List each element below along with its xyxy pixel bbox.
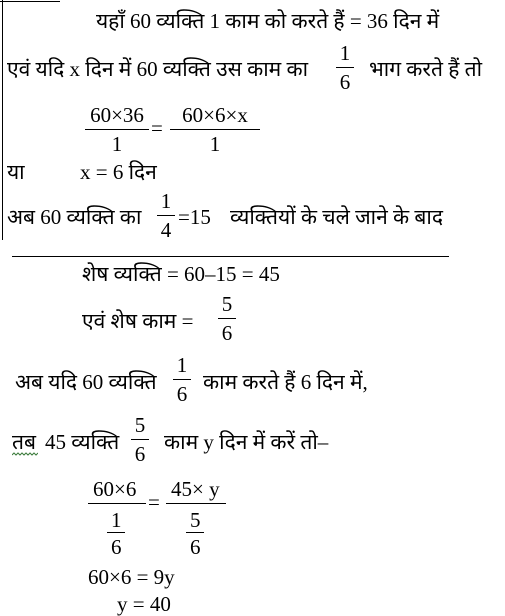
fraction-five-sixth-1 [218,294,236,344]
top-border [0,1,60,2]
line-ab-before: अब 60 व्यक्ति का [7,205,142,229]
line-tab-before: 45 व्यक्ति [45,430,120,454]
box-left-border [2,0,3,240]
fraction-bar [85,129,149,130]
equation-2-right-main-bar [166,503,226,504]
statement-line-1: यहाँ 60 व्यक्ति 1 काम को करते हैं = 36 दिन में [96,9,440,33]
fraction-bar [218,318,236,319]
fraction-denominator: 6 [176,382,188,406]
fraction-bar [131,439,149,440]
remaining-work-label: एवं शेष काम = [82,309,194,333]
equation-1-left-numerator: 60×36 [90,103,144,127]
equation-2-left-inner-num: 1 [111,508,122,532]
fraction-denominator: 4 [160,218,172,242]
equation-2-right-inner-bar [186,532,204,533]
fraction-bar [170,129,260,130]
equation-2-right-inner-den: 6 [190,535,201,559]
fraction-numerator: 1 [339,41,351,65]
line-ab-after: व्यक्तियों के चले जाने के बाद [230,205,443,229]
section-divider [12,256,449,257]
equation-2-right-top: 45× y [171,477,220,501]
fraction-numerator: 5 [221,292,233,316]
statement-line-2-before: एवं यदि x दिन में 60 व्यक्ति उस काम का [7,57,309,81]
fraction-denominator: 6 [339,70,351,94]
ya-label: या [7,160,25,184]
line-tab-after: काम y दिन में करें तो– [164,430,329,454]
equation-1-left-fraction [85,105,149,155]
fraction-bar [157,215,175,216]
spellcheck-underline [12,452,38,457]
equation-1-right-fraction [170,105,260,155]
fraction-bar [173,379,191,380]
remaining-persons: शेष व्यक्ति = 60–15 = 45 [82,262,280,286]
fraction-one-fourth [157,191,175,241]
equation-2-left-inner-bar [107,532,125,533]
ya-expression: x = 6 दिन [80,160,157,184]
statement-line-2-after: भाग करते हैं तो [369,57,483,81]
line-tab-word: तब [12,430,36,454]
equation-1-right-numerator: 60×6×x [182,103,248,127]
equation-1-left-denominator: 1 [111,132,123,156]
equation-2-left-main-bar [88,503,146,504]
equation-3: 60×6 = 9y [88,565,175,589]
fraction-denominator: 6 [221,321,233,345]
line-ab2-after: काम करते हैं 6 दिन में, [203,370,368,394]
equation-1-right-denominator: 1 [209,132,221,156]
equation-1-equals: = [151,116,163,140]
fraction-numerator: 1 [160,189,172,213]
equation-2-right-inner-num: 5 [190,508,201,532]
fraction-numerator: 1 [176,353,188,377]
fraction-five-sixth-2 [131,415,149,465]
fraction-bar [336,67,354,68]
equation-2-left-inner-den: 6 [111,535,122,559]
fraction-denominator: 6 [134,442,146,466]
fraction-one-sixth-2 [173,355,191,405]
fraction-numerator: 5 [134,413,146,437]
equation-2-left-top: 60×6 [93,477,137,501]
equation-4: y = 40 [117,592,171,616]
fraction-one-sixth-1 [336,43,354,93]
line-ab-equals-15: =15 [178,205,211,229]
line-ab2-before: अब यदि 60 व्यक्ति [15,370,157,394]
equation-2-equals: = [148,490,160,514]
